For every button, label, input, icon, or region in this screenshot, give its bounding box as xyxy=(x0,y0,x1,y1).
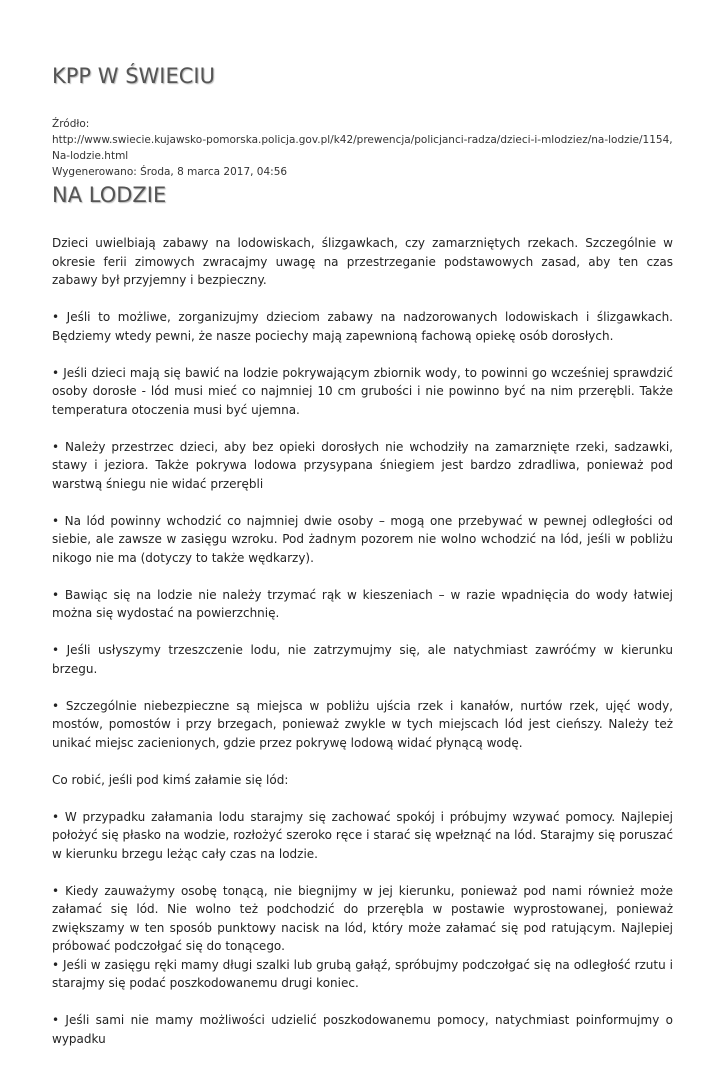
document-meta xyxy=(52,116,673,180)
generated-timestamp: Wygenerowano: Środa, 8 marca 2017, 04:56 xyxy=(52,166,288,178)
paragraph-tip: • Bawiąc się na lodzie nie należy trzymać rąk w kieszeniach – w razie wpadnięcia do wody łatwiej można się wydostać na powierzchnię. xyxy=(52,587,673,620)
source-url[interactable]: http://www.swiecie.kujawsko-pomorska.policja.gov.pl/k42/prewencja/policjanci-radza/dzieci-i-mlodziez/na-lodzie/1154,Na-lodzie.html xyxy=(52,134,673,162)
paragraph-tip: • W przypadku załamania lodu starajmy się zachować spokój i próbujmy wzywać pomocy. Najlepiej położyć się płasko na wodzie, rozłożyć szeroko ręce i starać się wpełznąć na lód. Starajmy się poruszać w kierunku brzegu leżąc cały czas na lodzie. xyxy=(52,809,673,861)
source-label: Źródło: xyxy=(52,118,90,130)
paragraph-tip: • Jeśli to możliwe, zorganizujmy dzieciom zabawy na nadzorowanych lodowiskach i ślizgawkach. Będziemy wtedy pewni, że nasze pociechy mają zapewnioną fachową opiekę osób dorosłych. xyxy=(52,310,673,343)
paragraph-tip: • Kiedy zauważymy osobę tonącą, nie biegnijmy w jej kierunku, ponieważ pod nami również może załamać się lód. Nie wolno też podchodzić do przerębla w postawie wyprostowanej, ponieważ zwiększamy w ten sposób punktowy nacisk na lód, który może załamać się pod ratującym. Najlepiej próbować podczołgać się do tonącego. xyxy=(52,883,673,953)
paragraph-tip: • Należy przestrzec dzieci, aby bez opieki dorosłych nie wchodziły na zamarznięte rzeki, sadzawki, stawy i jeziora. Także pokrywa lodowa przysypana śniegiem jest bardzo zdradliwa, ponieważ pod warstwą śniegu nie widać przerębli xyxy=(52,439,673,491)
paragraph-tip: • Szczególnie niebezpieczne są miejsca w pobliżu ujścia rzek i kanałów, nurtów rzek, ujęć wody, mostów, pomostów i przy brzegach, ponieważ zwykle w tych miejscach lód jest cieńszy. Należy też unikać miejsc zacienionych, gdzie przez pokrywę lodową widać płynącą wodę. xyxy=(52,698,673,750)
site-title: KPP W ŚWIECIU xyxy=(52,64,215,88)
article-body xyxy=(52,234,673,1067)
paragraph-tip: • Jeśli sami nie mamy możliwości udzielić poszkodowanemu pomocy, natychmiast poinformujmy o wypadku xyxy=(52,1013,673,1046)
section-heading: Co robić, jeśli pod kimś załamie się lód: xyxy=(52,772,289,787)
paragraph-tip: • Na lód powinny wchodzić co najmniej dwie osoby – mogą one przebywać w pewnej odległości od siebie, ale zawsze w zasięgu wzroku. Pod żadnym pozorem nie wolno wchodzić na lód, jeśli w pobliżu nikogo nie ma (dotyczy to także wędkarzy). xyxy=(52,513,673,565)
paragraph-tip: • Jeśli usłyszymy trzeszczenie lodu, nie zatrzymujmy się, ale natychmiast zawróćmy w kierunku brzegu. xyxy=(52,643,673,676)
article-title: NA LODZIE xyxy=(52,183,167,207)
paragraph-tip: • Jeśli w zasięgu ręki mamy długi szalki lub grubą gałąź, spróbujmy podczołgać się na odległość rzutu i starajmy się podać poszkodowanemu drugi koniec. xyxy=(52,957,673,990)
paragraph-intro: Dzieci uwielbiają zabawy na lodowiskach, ślizgawkach, czy zamarzniętych rzekach. Szczególnie w okresie ferii zimowych zwracajmy uwagę na przestrzeganie podstawowych zasad, aby ten czas zabawy był przyjemny i bezpieczny. xyxy=(52,236,673,287)
paragraph-tip: • Jeśli dzieci mają się bawić na lodzie pokrywającym zbiornik wody, to powinni go wcześniej sprawdzić osoby dorosłe - lód musi mieć co najmniej 10 cm grubości i nie powinno być na nim przerębli. Także temperatura otoczenia musi być ujemna. xyxy=(52,365,673,417)
